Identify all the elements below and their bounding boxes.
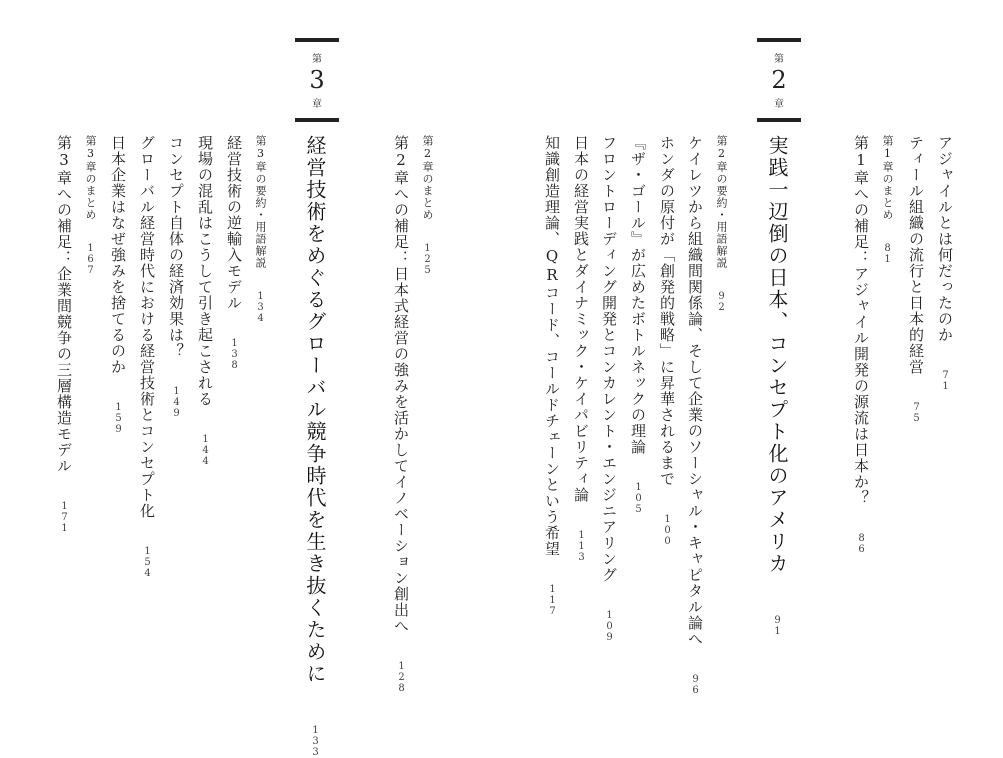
toc-entry-page: 117 [547, 584, 558, 617]
toc-entry-title: コンセプト自体の経済効果は？ [167, 135, 185, 359]
chapter-2-mark [757, 38, 801, 122]
toc-entry-page: 109 [604, 610, 615, 643]
toc-entry[interactable] [687, 135, 702, 696]
chapter-mark-top-rule [757, 38, 801, 42]
toc-entry-title: グローバル経営時代における経営技術とコンセプト化 [138, 135, 156, 519]
toc-entry[interactable] [544, 135, 559, 617]
toc-entry-title: フロントローディング開発とコンカレント・エンジニアリング [600, 135, 618, 583]
chapter-title-page: 91 [772, 615, 783, 637]
toc-entry[interactable] [255, 135, 266, 324]
toc-entry-title: 第2章の要約・用語解説 [715, 135, 728, 269]
toc-entry[interactable] [908, 135, 923, 424]
toc-entry[interactable] [601, 135, 616, 643]
toc-entry-page: 125 [422, 243, 433, 276]
toc-entry-page: 171 [59, 501, 70, 534]
toc-entry-title: 日本企業はなぜ強みを捨てるのか [109, 135, 127, 375]
chapter-title-text: 実践一辺倒の日本、コンセプト化のアメリカ [765, 135, 789, 575]
toc-entry-title: 現場の混乱はこうして引き起こされる [196, 135, 214, 407]
toc-entry-page: 159 [113, 402, 124, 435]
toc-entry-page: 167 [85, 243, 96, 276]
toc-entry-page: 138 [229, 338, 240, 371]
chapter-mark-number: 2 [771, 66, 787, 94]
toc-entry-page: 128 [396, 661, 407, 694]
chapter-mark-bottom-rule [295, 118, 339, 122]
chapter-mark-suffix: 章 [312, 99, 322, 111]
toc-entry[interactable] [853, 135, 868, 555]
chapter-mark-bottom-rule [757, 118, 801, 122]
toc-entry[interactable] [422, 135, 433, 276]
chapter-mark-suffix: 章 [774, 99, 784, 111]
toc-entry[interactable] [573, 135, 588, 563]
toc-entry[interactable] [139, 135, 154, 579]
toc-entry-title: ティール組織の流行と日本的経営 [907, 135, 925, 375]
chapter-mark-prefix: 第 [312, 54, 322, 65]
chapter-3-mark [295, 38, 339, 122]
chapter-mark-number: 3 [309, 66, 325, 94]
chapter-2-title[interactable] [767, 135, 787, 637]
toc-entry-title: 第3章のまとめ [84, 135, 97, 221]
chapter-3-title[interactable] [305, 135, 325, 758]
toc-entry-title: 第1章への補足：アジャイル開発の源流は日本か？ [852, 135, 870, 506]
toc-entry-title: 第3章の要約・用語解説 [254, 135, 267, 269]
toc-entry-title: 第3章への補足：企業間競争の三層構造モデル [55, 135, 73, 474]
toc-entry-page: 100 [662, 514, 673, 547]
toc-entry-page: 154 [142, 546, 153, 579]
toc-entry-page: 96 [690, 674, 701, 696]
chapter-title-page: 133 [310, 725, 321, 758]
toc-entry-page: 149 [171, 386, 182, 419]
toc-entry-title: ホンダの原付が「創発的戦略」に昇華されるまで [658, 135, 676, 487]
toc-entry[interactable] [630, 135, 645, 515]
toc-entry[interactable] [56, 135, 71, 534]
toc-entry-page: 134 [255, 291, 266, 324]
toc-entry-title: 第1章のまとめ [881, 135, 894, 221]
toc-entry-page: 92 [716, 291, 727, 313]
toc-entry-page: 86 [856, 533, 867, 555]
toc-entry-page: 144 [200, 434, 211, 467]
toc-entry-title: 経営技術の逆輸入モデル [225, 135, 243, 311]
toc-entry-title: 第2章のまとめ [421, 135, 434, 221]
chapter-mark-prefix: 第 [774, 54, 784, 65]
toc-entry[interactable] [659, 135, 674, 547]
toc-entry-title: 『ザ・ゴール』が広めたボトルネックの理論 [629, 135, 647, 455]
toc-entry[interactable] [882, 135, 893, 265]
toc-entry[interactable] [226, 135, 241, 371]
toc-entry-page: 75 [911, 402, 922, 424]
toc-entry[interactable] [937, 135, 952, 392]
toc-entry-title: アジャイルとは何だったのか [936, 135, 954, 343]
toc-entry-title: 知識創造理論、QRコード、コールドチェーンという希望 [543, 135, 561, 557]
toc-entry-page: 71 [940, 370, 951, 392]
toc-entry-page: 105 [633, 482, 644, 515]
toc-entry[interactable] [716, 135, 727, 313]
toc-entry[interactable] [168, 135, 183, 419]
toc-entry[interactable] [110, 135, 125, 435]
toc-entry[interactable] [393, 135, 408, 694]
toc-entry-page: 113 [576, 530, 587, 563]
toc-entry-page: 81 [882, 243, 893, 265]
toc-entry[interactable] [197, 135, 212, 467]
chapter-title-text: 経営技術をめぐるグローバル競争時代を生き抜くために [303, 135, 327, 685]
toc-entry[interactable] [85, 135, 96, 276]
toc-entry-title: ケイレツから組織間関係論、そして企業のソーシャル・キャピタル論へ [686, 135, 704, 647]
chapter-mark-top-rule [295, 38, 339, 42]
toc-entry-title: 日本の経営実践とダイナミック・ケイパビリティ論 [572, 135, 590, 503]
toc-entry-title: 第2章への補足：日本式経営の強みを活かしてイノベーション創出へ [392, 135, 410, 634]
